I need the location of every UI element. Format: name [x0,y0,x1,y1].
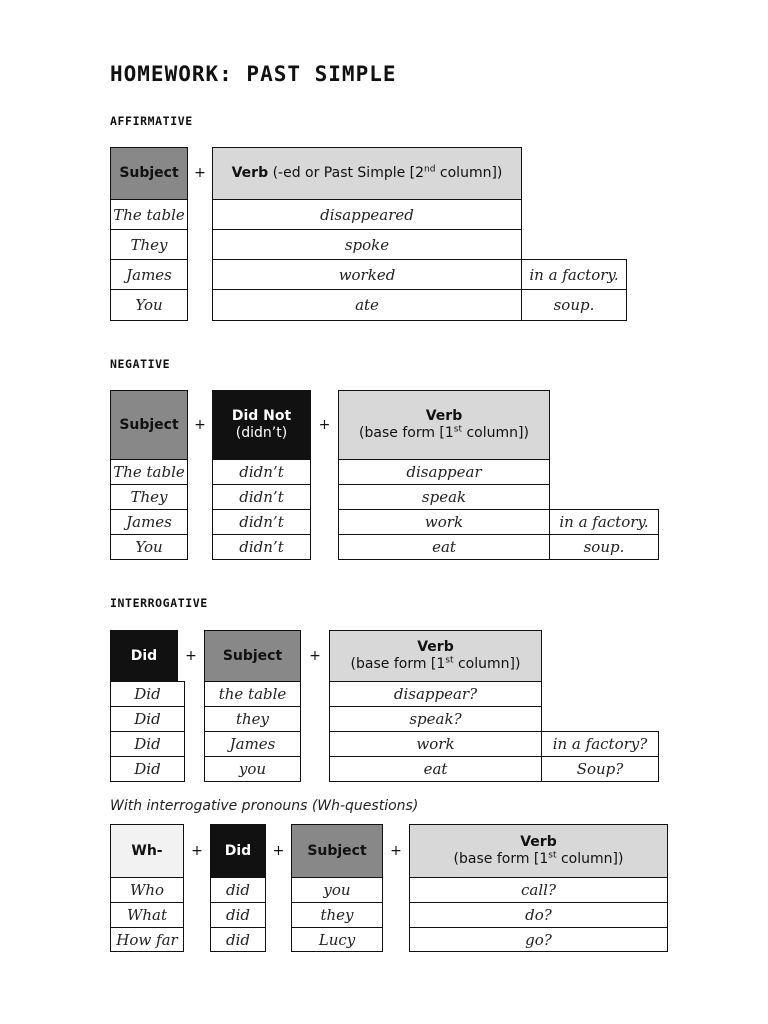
header-verb: Verb (base form [1st column]) [409,824,668,878]
table-cell-wh: Who [110,877,184,903]
table-cell-extra: soup. [549,534,659,560]
table-cell-subject: Lucy [291,927,383,952]
table-cell-extra: Soup? [541,756,659,782]
header-plus: + [318,416,331,433]
table-cell-subject: they [204,706,301,732]
header-verb: Verb (base form [1st column]) [329,630,542,682]
table-cell-aux: did [210,877,266,903]
table-cell-aux: didn’t [212,509,311,535]
header-verb: Verb (base form [1st column]) [338,390,550,460]
table-cell-extra: in a factory? [541,731,659,757]
header-did-not: Did Not (didn’t) [212,390,311,460]
table-cell-verb: ate [212,289,522,321]
page-title: HOMEWORK: PAST SIMPLE [110,62,397,86]
table-cell-aux: did [210,927,266,952]
header-plus: + [185,647,197,664]
header-plus: + [191,842,203,859]
table-cell-subject: You [110,534,188,560]
section-label-affirmative: AFFIRMATIVE [110,114,193,128]
header-plus: + [272,842,285,859]
table-cell-verb: work [338,509,550,535]
header-plus: + [309,647,321,664]
table-cell-subject: the table [204,681,301,707]
table-cell-subject: The table [110,459,188,485]
header-subject: Subject [291,824,383,878]
table-cell-verb: disappeared [212,199,522,230]
header-plus: + [194,416,206,433]
table-cell-subject: You [110,289,188,321]
header-plus: + [194,165,206,182]
table-cell-subject: James [110,509,188,535]
table-cell-subject: they [291,902,383,928]
table-cell-aux: Did [110,731,185,757]
table-cell-verb: do? [409,902,668,928]
table-cell-wh: What [110,902,184,928]
header-subject: Subject [204,630,301,682]
table-cell-extra: in a factory. [549,509,659,535]
table-cell-aux: Did [110,756,185,782]
table-cell-verb: go? [409,927,668,952]
table-cell-aux: didn’t [212,459,311,485]
table-cell-verb: eat [329,756,542,782]
header-did: Did [110,630,178,682]
section-label-negative: NEGATIVE [110,357,171,371]
table-cell-subject: you [204,756,301,782]
table-cell-extra: soup. [521,289,627,321]
table-cell-verb: spoke [212,229,522,260]
header-subject: Subject [110,147,188,200]
table-cell-aux: Did [110,706,185,732]
table-cell-verb: worked [212,259,522,290]
header-did: Did [210,824,266,878]
table-cell-verb: call? [409,877,668,903]
table-cell-verb: disappear [338,459,550,485]
table-cell-verb: work [329,731,542,757]
table-cell-aux: did [210,902,266,928]
table-cell-verb: disappear? [329,681,542,707]
table-cell-subject: you [291,877,383,903]
table-cell-subject: James [110,259,188,290]
table-cell-subject: James [204,731,301,757]
wh-questions-note: With interrogative pronouns (Wh-questions) [110,798,419,814]
section-label-interrogative: INTERROGATIVE [110,596,208,610]
table-cell-subject: They [110,229,188,260]
table-cell-subject: They [110,484,188,510]
header-plus: + [390,842,402,859]
table-cell-verb: speak? [329,706,542,732]
table-cell-aux: didn’t [212,484,311,510]
header-subject: Subject [110,390,188,460]
table-cell-subject: The table [110,199,188,230]
table-cell-aux: Did [110,681,185,707]
table-cell-wh: How far [110,927,184,952]
header-verb: Verb (-ed or Past Simple [2nd column]) [212,147,522,200]
table-cell-verb: speak [338,484,550,510]
header-wh: Wh- [110,824,184,878]
table-cell-aux: didn’t [212,534,311,560]
table-cell-extra: in a factory. [521,259,627,290]
table-cell-verb: eat [338,534,550,560]
